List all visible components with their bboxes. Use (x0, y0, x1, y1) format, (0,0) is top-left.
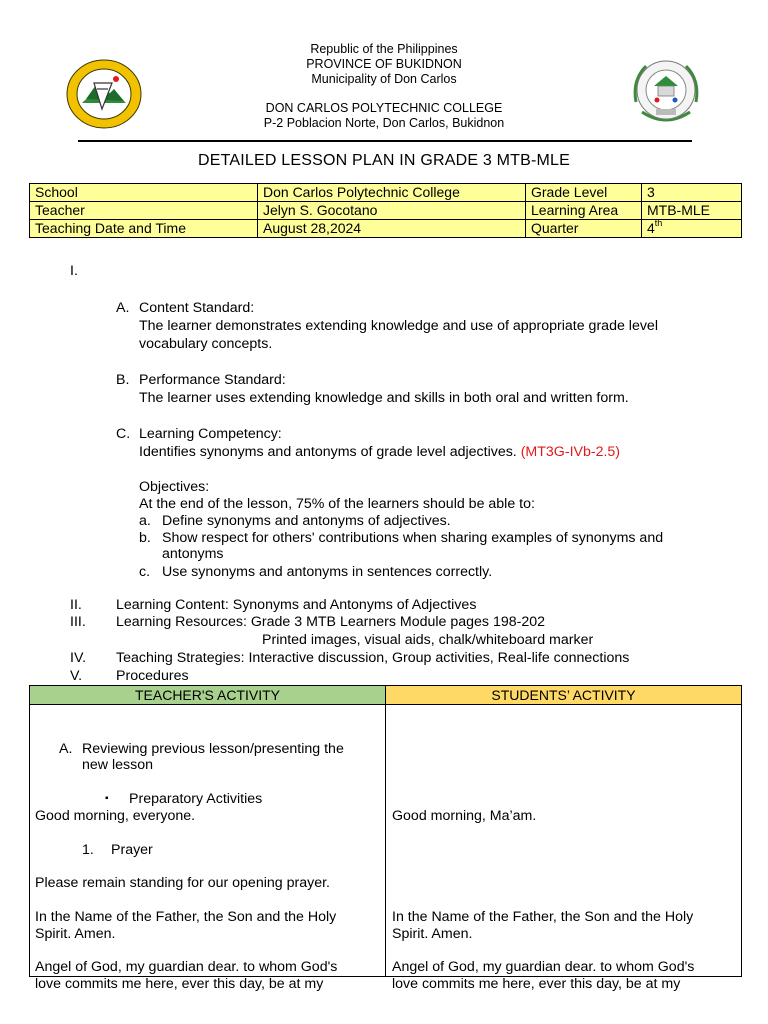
info-label: Learning Area (526, 202, 642, 220)
outline-roman-1: I. (70, 263, 78, 279)
document-title: DETAILED LESSON PLAN IN GRADE 3 MTB-MLE (197, 152, 571, 169)
review-line2: new lesson (82, 757, 153, 773)
info-value: 3 (642, 184, 742, 202)
section-a-marker: A. (116, 300, 130, 316)
activity-table (29, 685, 742, 992)
section-b-marker: B. (116, 372, 130, 388)
content-standard-line1: The learner demonstrates extending knowledge and use of appropriate grade level (139, 318, 658, 334)
students-angel-prayer-line1: Angel of God, my guardian dear. to whom God's (392, 959, 695, 975)
learning-competency-title: Learning Competency: (139, 426, 282, 442)
learning-resources-line1: Learning Resources: Grade 3 MTB Learners Module pages 198-202 (116, 614, 546, 630)
students-activity-header: STUDENTS’ ACTIVITY (386, 686, 742, 705)
teacher-angel-prayer-line1: Angel of God, my guardian dear. to whom God's (35, 959, 338, 975)
objectives-title: Objectives: (139, 479, 210, 495)
lesson-info-table (29, 183, 742, 238)
competency-text: Identifies synonyms and antonyms of grade level adjectives. (139, 444, 521, 460)
objective-c-marker: c. (139, 564, 151, 580)
performance-standard-line1: The learner uses extending knowledge and skills in both oral and written form. (139, 390, 629, 406)
section-c-marker: C. (116, 426, 131, 442)
objective-b-line2: antonyms (162, 546, 224, 562)
outline-roman-2: II. (70, 597, 82, 613)
header-republic: Republic of the Philippines (310, 42, 458, 56)
quarter-suffix: th (654, 218, 663, 229)
header-college-address: P-2 Poblacion Norte, Don Carlos, Bukidnon (263, 116, 505, 130)
teacher-activity-cell (30, 705, 386, 992)
objectives-intro: At the end of the lesson, 75% of the learners should be able to: (139, 496, 535, 512)
teacher-greeting: Good morning, everyone. (35, 808, 196, 824)
info-value: Don Carlos Polytechnic College (258, 184, 526, 202)
table-row (30, 184, 742, 202)
info-label: Teaching Date and Time (30, 220, 258, 238)
teacher-standing-instruction: Please remain standing for our opening prayer. (35, 875, 330, 891)
learning-resources-line2: Printed images, visual aids, chalk/whiteboard marker (262, 632, 594, 648)
document-header (0, 42, 768, 131)
outline-roman-3: III. (70, 614, 86, 630)
info-value (642, 220, 742, 238)
objective-b-marker: b. (139, 530, 151, 546)
outline-roman-5: V. (70, 668, 83, 684)
prayer-title: Prayer (111, 842, 153, 858)
info-label: School (30, 184, 258, 202)
students-sign-cross-line2: Spirit. Amen. (392, 926, 473, 942)
info-label: Teacher (30, 202, 258, 220)
review-line1: Reviewing previous lesson/presenting the (82, 741, 344, 757)
students-greeting: Good morning, Ma’am. (392, 808, 537, 824)
competency-code: (MT3G-IVb-2.5) (520, 444, 621, 460)
learning-content: Learning Content: Synonyms and Antonyms of Adjectives (116, 597, 477, 613)
performance-standard-title: Performance Standard: (139, 372, 286, 388)
teacher-sign-cross-line2: Spirit. Amen. (35, 926, 116, 942)
info-label: Quarter (526, 220, 642, 238)
students-sign-cross-line1: In the Name of the Father, the Son and the Holy (392, 909, 694, 925)
info-value: Jelyn S. Gocotano (258, 202, 526, 220)
students-angel-prayer-line2: love commits me here, ever this day, be at my (392, 976, 681, 992)
header-municipality: Municipality of Don Carlos (311, 72, 457, 86)
objective-c: Use synonyms and antonyms in sentences correctly. (162, 564, 493, 580)
teacher-angel-prayer-line2: love commits me here, ever this day, be at my (35, 976, 324, 992)
outline-roman-4: IV. (70, 650, 87, 666)
objective-b-line1: Show respect for others' contributions when sharing examples of synonyms and (162, 530, 664, 546)
info-label: Grade Level (526, 184, 642, 202)
table-row (30, 220, 742, 238)
quarter-number: 4 (647, 220, 655, 236)
learning-competency-line (139, 444, 620, 461)
objective-a-marker: a. (139, 513, 151, 529)
info-value: MTB-MLE (642, 202, 742, 220)
header-divider (78, 140, 692, 142)
procedures: Procedures (116, 668, 189, 684)
table-row (30, 705, 742, 977)
review-marker: A. (59, 741, 73, 757)
info-value: August 28,2024 (258, 220, 526, 238)
objective-a: Define synonyms and antonyms of adjectives. (162, 513, 451, 529)
table-row (30, 202, 742, 220)
header-province: PROVINCE OF BUKIDNON (306, 57, 462, 71)
content-standard-line2: vocabulary concepts. (139, 336, 273, 352)
prayer-marker: 1. (82, 842, 94, 858)
bullet-icon: ▪ (105, 793, 109, 804)
teacher-activity-header: TEACHER'S ACTIVITY (30, 686, 386, 705)
preparatory-activities: Preparatory Activities (129, 791, 263, 807)
teaching-strategies: Teaching Strategies: Interactive discussion, Group activities, Real-life connections (116, 650, 630, 666)
content-standard-title: Content Standard: (139, 300, 255, 316)
students-activity-cell (386, 705, 742, 992)
header-college-name: DON CARLOS POLYTECHNIC COLLEGE (265, 101, 503, 115)
table-header-row (30, 686, 742, 705)
teacher-sign-cross-line1: In the Name of the Father, the Son and the Holy (35, 909, 337, 925)
